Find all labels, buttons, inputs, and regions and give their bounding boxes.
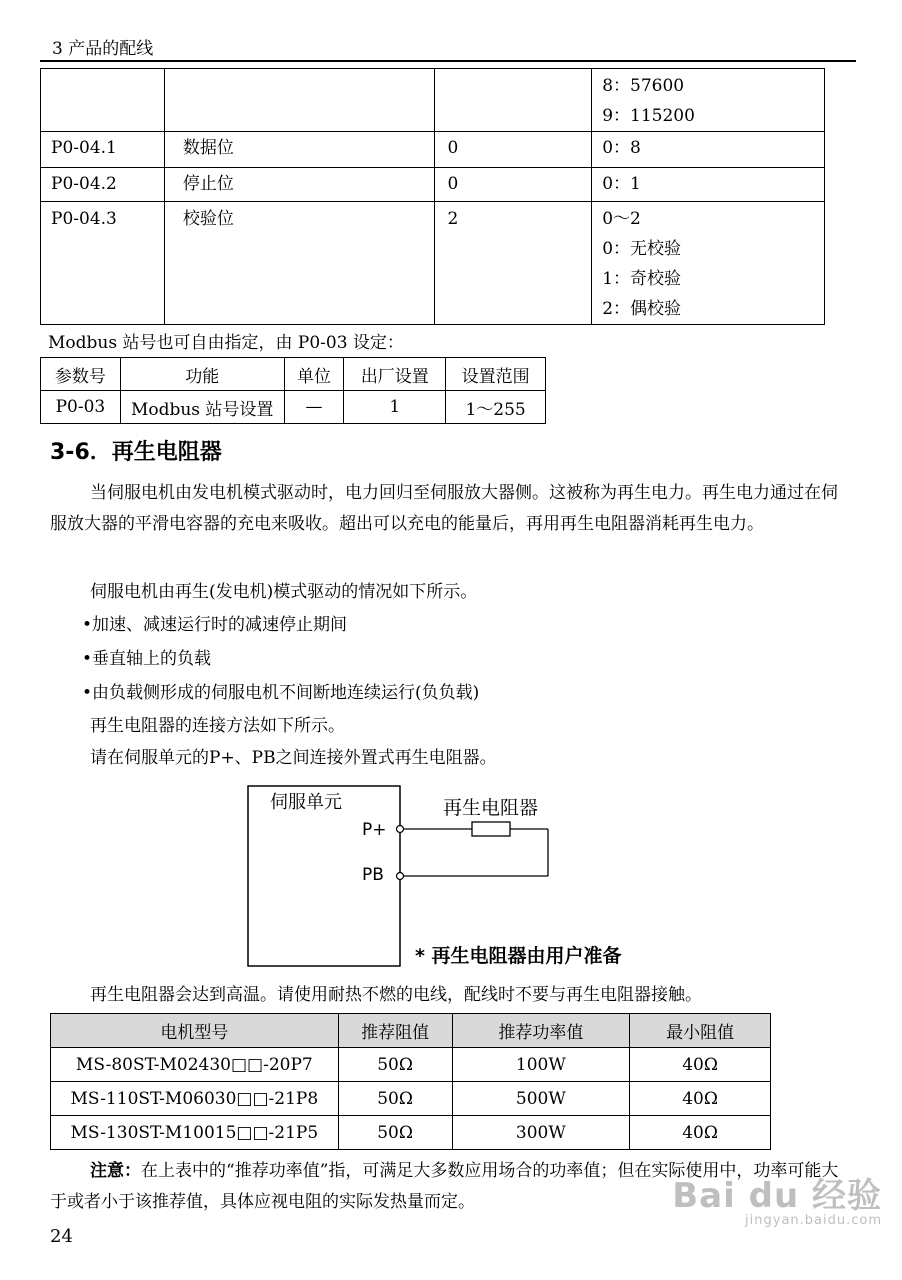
default-cell: 0	[435, 132, 592, 168]
header-cell: 推荐阻值	[338, 1014, 452, 1048]
resistor-icon	[472, 822, 510, 836]
table-row	[51, 1116, 771, 1150]
model-cell: MS-80ST-M02430□□-20P7	[51, 1048, 339, 1082]
parameter-table	[40, 68, 825, 325]
range-line: 0～2	[602, 209, 641, 229]
range-line: 1：奇校验	[602, 269, 682, 289]
table-cell: 50Ω	[338, 1082, 452, 1116]
default-cell: 0	[435, 168, 592, 202]
default-cell	[435, 69, 592, 132]
range-line: 0：无校验	[602, 239, 682, 259]
table-cell: 500W	[452, 1082, 630, 1116]
param-cell	[41, 69, 165, 132]
resistor-label: 再生电阻器	[443, 797, 539, 819]
terminal-pb-icon	[397, 873, 404, 880]
warning-text: 再生电阻器会达到高温。请使用耐热不燃的电线，配线时不要与再生电阻器接触。	[90, 985, 702, 1005]
watermark-url: jingyan.baidu.com	[745, 1213, 882, 1228]
function-cell: 停止位	[164, 168, 435, 202]
table-header-row	[51, 1014, 771, 1048]
table-cell: 40Ω	[630, 1048, 771, 1082]
wiring-diagram	[240, 780, 680, 975]
table-header-row	[41, 358, 546, 391]
header-cell: 设置范围	[446, 358, 546, 391]
header-cell: 最小阻值	[630, 1014, 771, 1048]
watermark-logo: Bai du 经验	[672, 1176, 882, 1216]
header-cell: 推荐功率值	[452, 1014, 630, 1048]
function-cell: 数据位	[164, 132, 435, 168]
param-cell: P0-04.2	[41, 168, 165, 202]
terminal-pb-label: PB	[362, 865, 384, 885]
terminal-p-icon	[397, 826, 404, 833]
table-cell: 300W	[452, 1116, 630, 1150]
diagram-footnote: * 再生电阻器由用户准备	[415, 945, 622, 967]
paragraph: 请在伺服单元的P+、PB之间连接外置式再生电阻器。	[90, 748, 497, 768]
table-cell: 40Ω	[630, 1082, 771, 1116]
header-cell: 单位	[284, 358, 344, 391]
header-cell: 电机型号	[51, 1014, 339, 1048]
paragraph: 当伺服电机由发电机模式驱动时，电力回归至伺服放大器侧。这被称为再生电力。再生电力通过在伺服放大器的平滑电容器的充电来吸收。超出可以充电的能量后，再用再生电阻器消耗再生电力。	[50, 483, 838, 534]
servo-unit-label: 伺服单元	[270, 792, 342, 813]
table-cell: 1～255	[446, 391, 546, 424]
table-cell: 50Ω	[338, 1116, 452, 1150]
header-cell: 出厂设置	[344, 358, 446, 391]
range-cell	[592, 69, 825, 132]
note-text: 在上表中的“推荐功率值”指，可满足大多数应用场合的功率值；但在实际使用中，功率可能大于或者小于该推荐值，具体应视电阻的实际发热量而定。	[50, 1161, 839, 1212]
table-cell: 1	[344, 391, 446, 424]
default-cell: 2	[435, 202, 592, 325]
header-rule	[40, 60, 856, 62]
range-line: 8：57600	[602, 76, 685, 96]
table-row	[41, 391, 546, 424]
bullet-item: •由负载侧形成的伺服电机不间断地连续运行(负负载)	[82, 683, 480, 703]
param-cell: P0-04.3	[41, 202, 165, 325]
table-cell: P0-03	[41, 391, 121, 424]
model-cell: MS-130ST-M10015□□-21P5	[51, 1116, 339, 1150]
table-row	[41, 168, 825, 202]
table-row	[51, 1082, 771, 1116]
function-cell	[164, 69, 435, 132]
note-label: 注意：	[90, 1161, 141, 1181]
modbus-note: Modbus 站号也可自由指定，由 P0-03 设定：	[48, 333, 404, 353]
table-row	[41, 69, 825, 132]
paragraph: 再生电阻器的连接方法如下所示。	[90, 716, 345, 736]
chapter-header: 3 产品的配线	[52, 39, 154, 59]
paragraph: 伺服电机由再生(发电机)模式驱动的情况如下所示。	[90, 582, 478, 602]
table-cell: 50Ω	[338, 1048, 452, 1082]
terminal-p-label: P+	[362, 820, 387, 840]
table-row	[41, 132, 825, 168]
range-cell	[592, 168, 825, 202]
range-line: 0：1	[602, 174, 641, 194]
bullet-item: •加速、减速运行时的减速停止期间	[82, 615, 348, 635]
section-title: 3-6．再生电阻器	[50, 440, 222, 465]
table-row	[51, 1048, 771, 1082]
modbus-table	[40, 357, 546, 424]
table-cell: Modbus 站号设置	[120, 391, 284, 424]
table-cell: 40Ω	[630, 1116, 771, 1150]
range-line: 0：8	[602, 138, 641, 158]
bullet-item: •垂直轴上的负载	[82, 649, 212, 669]
table-row	[41, 202, 825, 325]
range-line: 9：115200	[602, 106, 695, 126]
param-cell: P0-04.1	[41, 132, 165, 168]
watermark	[672, 1168, 882, 1228]
table-cell: —	[284, 391, 344, 424]
header-cell: 参数号	[41, 358, 121, 391]
page-number: 24	[50, 1226, 73, 1247]
header-cell: 功能	[120, 358, 284, 391]
model-cell: MS-110ST-M06030□□-21P8	[51, 1082, 339, 1116]
function-cell: 校验位	[164, 202, 435, 325]
table-cell: 100W	[452, 1048, 630, 1082]
resistor-table	[50, 1013, 771, 1150]
range-cell	[592, 202, 825, 325]
range-cell	[592, 132, 825, 168]
range-line: 2：偶校验	[602, 299, 682, 319]
